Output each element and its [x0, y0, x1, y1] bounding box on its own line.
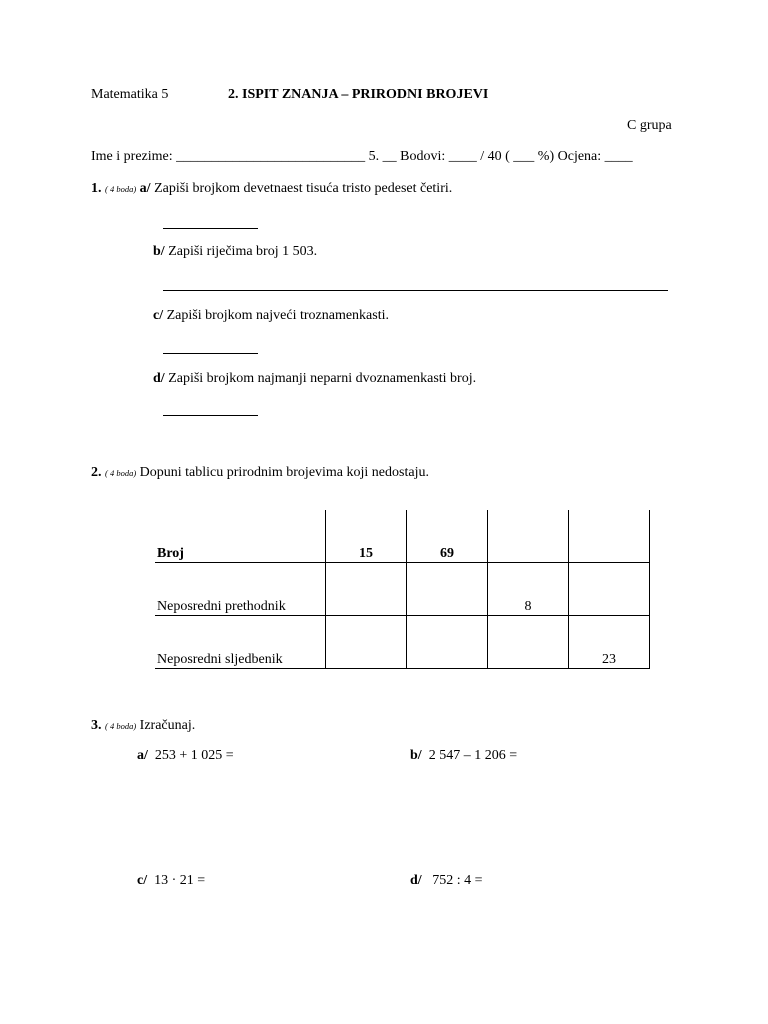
- question-2-text: Dopuni tablicu prirodnim brojevima koji nedostaju.: [139, 465, 429, 480]
- question-1-heading: [91, 181, 452, 197]
- question-2-heading: [91, 465, 429, 481]
- table-cell[interactable]: 8: [488, 563, 569, 616]
- table-row: [155, 510, 650, 563]
- table-cell[interactable]: [407, 616, 488, 669]
- q3a: [137, 748, 234, 764]
- table-row: [155, 616, 650, 669]
- table-cell[interactable]: 15: [326, 510, 407, 563]
- q3c: [137, 873, 205, 889]
- q3c-expression: 13 · 21 =: [154, 873, 206, 888]
- q3d-label: d/: [410, 873, 422, 888]
- question-1-number: 1.: [91, 181, 102, 196]
- q3a-expression: 253 + 1 025 =: [154, 748, 234, 763]
- table-row-label: Broj: [155, 510, 326, 563]
- q1c: [153, 308, 389, 324]
- table-row: [155, 563, 650, 616]
- q1b: [153, 244, 317, 260]
- q3b: [410, 748, 517, 764]
- q1c-label: c/: [153, 308, 164, 323]
- q3d-expression: 752 : 4 =: [432, 873, 483, 888]
- q1a-answer-line[interactable]: [163, 228, 258, 229]
- q1d-label: d/: [153, 371, 165, 386]
- q1b-text: Zapiši riječima broj 1 503.: [168, 244, 318, 259]
- q3d: [410, 873, 482, 889]
- question-2-points: ( 4 boda): [105, 468, 137, 478]
- question-3-points: ( 4 boda): [105, 721, 137, 731]
- question-3-text: Izračunaj.: [139, 718, 196, 733]
- table-cell[interactable]: [488, 510, 569, 563]
- q1a-text: Zapiši brojkom devetnaest tisuća tristo pedeset četiri.: [154, 181, 453, 196]
- question-1-points: ( 4 boda): [105, 184, 137, 194]
- q1b-label: b/: [153, 244, 165, 259]
- table-cell[interactable]: 69: [407, 510, 488, 563]
- q1d: [153, 371, 476, 387]
- q1a-label: a/: [139, 181, 151, 196]
- q3a-label: a/: [137, 748, 148, 763]
- numbers-table: [155, 510, 650, 669]
- question-3-heading: [91, 718, 195, 734]
- table-cell[interactable]: [569, 563, 650, 616]
- table-row-label: Neposredni sljedbenik: [155, 616, 326, 669]
- page-title: 2. ISPIT ZNANJA – PRIRODNI BROJEVI: [228, 87, 489, 102]
- group-label: C grupa: [627, 118, 672, 133]
- table-cell[interactable]: 23: [569, 616, 650, 669]
- table-cell[interactable]: [407, 563, 488, 616]
- name-line: Ime i prezime: ___________________________ 5. __ Bodovi: ____ / 40 ( ___ %) Ocjena: ____: [91, 149, 633, 164]
- q1c-answer-line[interactable]: [163, 353, 258, 354]
- table-cell[interactable]: [488, 616, 569, 669]
- q3c-label: c/: [137, 873, 148, 888]
- question-2-number: 2.: [91, 465, 102, 480]
- q1d-answer-line[interactable]: [163, 415, 258, 416]
- q3b-label: b/: [410, 748, 422, 763]
- table-row-label: Neposredni prethodnik: [155, 563, 326, 616]
- subject-label: Matematika 5: [91, 87, 169, 102]
- question-3-number: 3.: [91, 718, 102, 733]
- table-cell[interactable]: [326, 563, 407, 616]
- q3b-expression: 2 547 – 1 206 =: [428, 748, 518, 763]
- table-cell[interactable]: [569, 510, 650, 563]
- q1b-answer-line[interactable]: [163, 290, 668, 291]
- q1d-text: Zapiši brojkom najmanji neparni dvoznamenkasti broj.: [168, 371, 477, 386]
- q1c-text: Zapiši brojkom najveći troznamenkasti.: [166, 308, 389, 323]
- table-cell[interactable]: [326, 616, 407, 669]
